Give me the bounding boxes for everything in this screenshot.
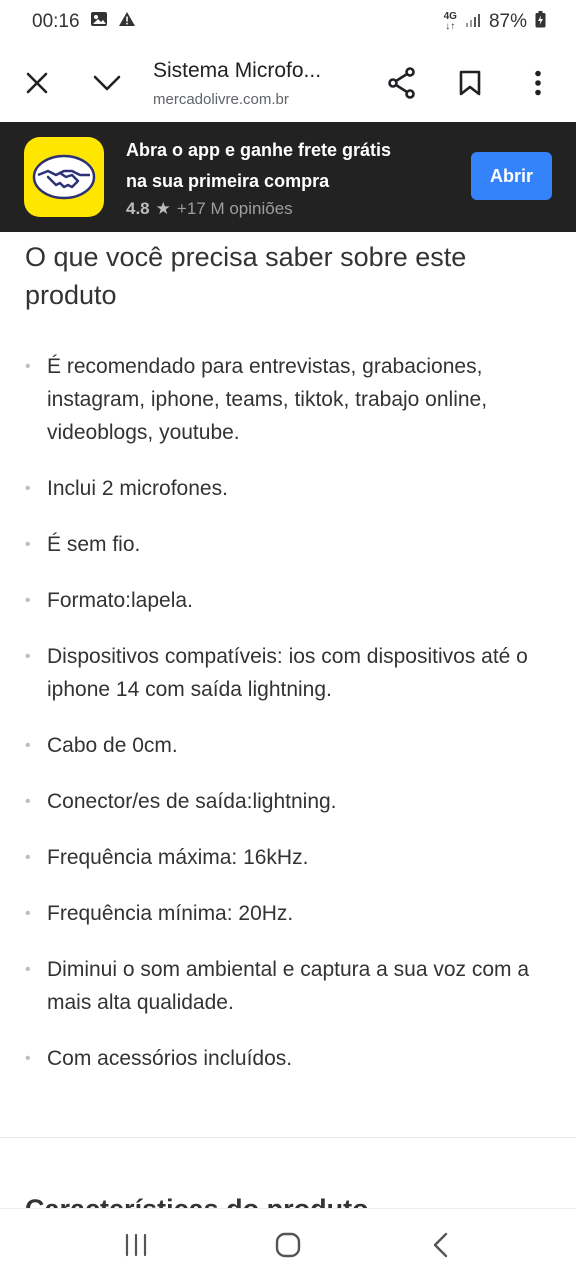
bullet: • (25, 592, 31, 609)
bullet: • (25, 358, 31, 375)
list-item (25, 528, 555, 561)
list-item (25, 841, 555, 874)
bullet: • (25, 480, 31, 497)
signal-icon (465, 11, 481, 33)
page-url: mercadolivre.com.br (153, 90, 289, 108)
bullet: • (25, 536, 31, 553)
banner-text (126, 135, 446, 219)
share-icon[interactable] (374, 55, 430, 111)
review-count: +17 M opiniões (176, 199, 293, 218)
close-icon[interactable] (9, 55, 65, 111)
toolbar-actions (374, 55, 576, 111)
home-icon[interactable] (248, 1215, 328, 1275)
bullet: • (25, 737, 31, 754)
list-item (25, 584, 555, 617)
rating-value: 4.8 (126, 199, 150, 218)
network-activity: ↓↑ (445, 21, 456, 32)
recent-apps-icon[interactable] (96, 1215, 176, 1275)
page-title: Sistema Microfo... (153, 58, 322, 82)
app-install-banner (0, 122, 576, 232)
list-item (25, 472, 555, 505)
alert-icon (118, 11, 136, 33)
chevron-down-icon[interactable] (79, 55, 135, 111)
mercadolivre-logo-icon (24, 137, 104, 217)
feature-text: Frequência mínima: 20Hz. (47, 902, 294, 925)
status-right (444, 11, 546, 34)
bullet: • (25, 793, 31, 810)
feature-text: Inclui 2 microfones. (47, 477, 228, 500)
section-title: O que você precisa saber sobre este produto (25, 242, 467, 310)
url-area[interactable] (153, 59, 353, 108)
list-item (25, 1042, 555, 1075)
star-icon: ★ (155, 199, 171, 218)
feature-text: Frequência máxima: 16kHz. (47, 846, 309, 869)
feature-text: Diminui o som ambiental e captura a sua voz com a mais alta qualidade. (47, 958, 530, 1014)
feature-text: Cabo de 0cm. (47, 734, 178, 757)
browser-toolbar (0, 44, 576, 122)
features-list (25, 350, 555, 1098)
status-bar (0, 0, 576, 44)
status-left (32, 11, 136, 33)
feature-text: É recomendado para entrevistas, grabaciones, instagram, iphone, teams, tiktok, trabajo online, videoblogs, youtube. (47, 355, 488, 444)
image-icon (90, 11, 108, 33)
list-item (25, 785, 555, 818)
list-item (25, 640, 555, 706)
open-app-button[interactable]: Abrir (471, 152, 552, 200)
product-details (0, 232, 576, 1208)
list-item (25, 953, 555, 1019)
list-item (25, 729, 555, 762)
app-rating (126, 199, 446, 219)
more-vert-icon[interactable] (510, 55, 566, 111)
back-icon[interactable] (400, 1215, 480, 1275)
feature-text: Com acessórios incluídos. (47, 1047, 293, 1070)
bullet: • (25, 905, 31, 922)
feature-text: Conector/es de saída:lightning. (47, 790, 337, 813)
network-type: 4G (443, 11, 457, 22)
system-nav-bar (0, 1208, 576, 1280)
feature-text: Formato:lapela. (47, 589, 193, 612)
network-indicator (444, 12, 457, 32)
battery-level: 87% (488, 11, 527, 32)
bullet: • (25, 648, 31, 665)
section-divider (0, 1137, 576, 1138)
list-item (25, 897, 555, 930)
feature-text: Dispositivos compatíveis: ios com dispositivos até o iphone 14 com saída lightning. (47, 645, 528, 701)
list-item (25, 350, 555, 449)
banner-headline-2: na sua primeira compra (126, 171, 330, 191)
battery-icon (535, 11, 546, 34)
status-time: 00:16 (32, 11, 80, 32)
banner-headline-1: Abra o app e ganhe frete grátis (126, 140, 392, 160)
bullet: • (25, 849, 31, 866)
bookmark-icon[interactable] (442, 55, 498, 111)
bullet: • (25, 961, 31, 978)
bullet: • (25, 1050, 31, 1067)
feature-text: É sem fio. (47, 533, 141, 556)
